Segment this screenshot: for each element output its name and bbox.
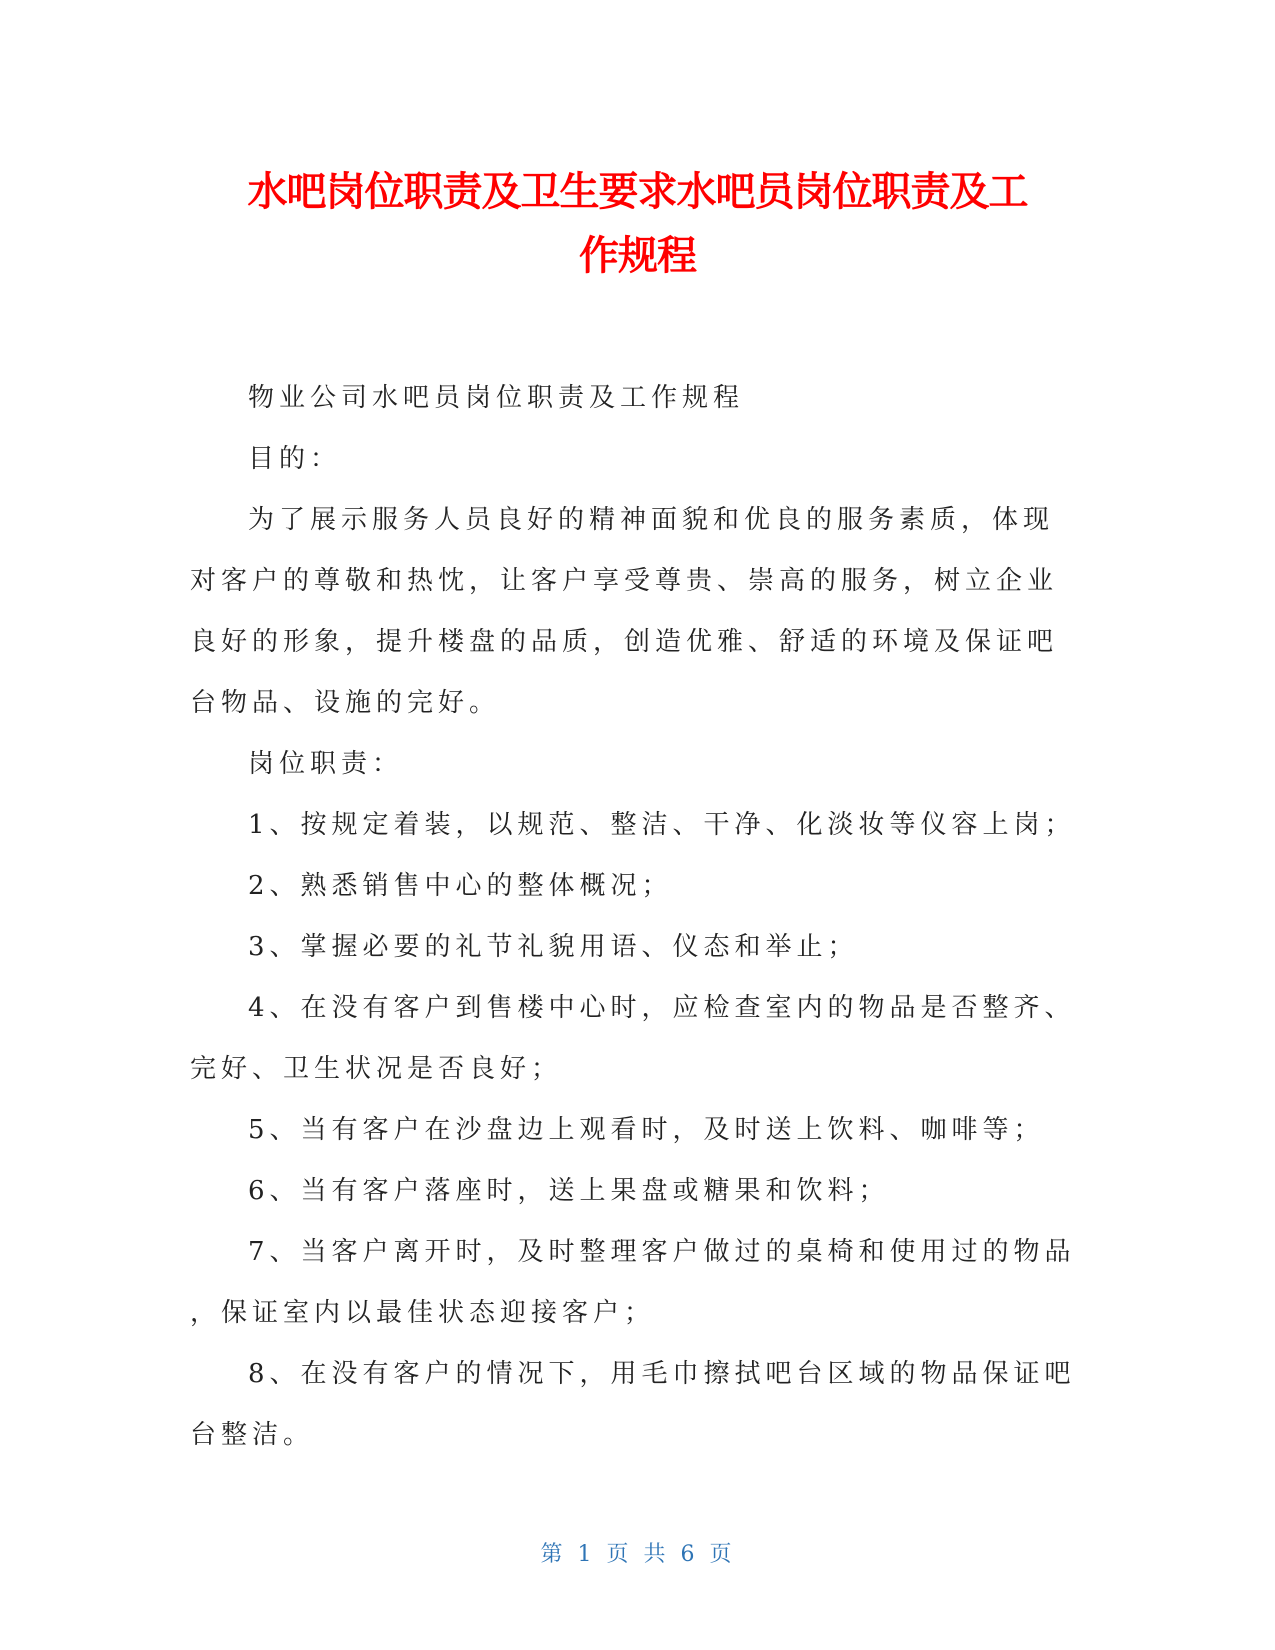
body-line-purpose-4: 台物品、设施的完好。 xyxy=(190,688,501,718)
body-line-duty-6: 6、当有客户落座时，送上果盘或糖果和饮料； xyxy=(248,1176,890,1206)
document-body xyxy=(190,368,1085,1466)
document-title xyxy=(160,160,1115,288)
body-line-duty-1: 1、按规定着装，以规范、整洁、干净、化淡妆等仪容上岗； xyxy=(248,810,1076,840)
body-line-duty-5: 5、当有客户在沙盘边上观看时，及时送上饮料、咖啡等； xyxy=(248,1115,1045,1145)
body-line-duty-8b: 台整洁。 xyxy=(190,1420,315,1450)
body-line-subtitle: 物业公司水吧员岗位职责及工作规程 xyxy=(248,383,745,413)
body-line-duty-8a: 8、在没有客户的情况下，用毛巾擦拭吧台区域的物品保证吧 xyxy=(248,1359,1076,1389)
body-line-purpose-heading: 目的： xyxy=(248,444,342,474)
footer-page-current: 1 xyxy=(577,1542,595,1567)
body-line-duty-7b: ，保证室内以最佳状态迎接客户； xyxy=(190,1298,656,1328)
footer-page-label: 第 xyxy=(540,1542,566,1567)
body-line-duties-heading: 岗位职责： xyxy=(248,749,404,779)
footer-total-unit: 页 xyxy=(709,1542,735,1567)
body-line-duty-4b: 完好、卫生状况是否良好； xyxy=(190,1054,563,1084)
footer-page-unit: 页 xyxy=(606,1542,632,1567)
title-line-1: 水吧岗位职责及卫生要求水吧员岗位职责及工 xyxy=(247,169,1028,215)
body-line-duty-7a: 7、当客户离开时，及时整理客户做过的桌椅和使用过的物品 xyxy=(248,1237,1076,1267)
body-line-duty-2: 2、熟悉销售中心的整体概况； xyxy=(248,871,673,901)
footer-total-label: 共 xyxy=(643,1542,669,1567)
body-line-duty-4a: 4、在没有客户到售楼中心时，应检查室内的物品是否整齐、 xyxy=(248,993,1076,1023)
page-footer xyxy=(0,1537,1275,1568)
title-line-2: 作规程 xyxy=(579,233,696,279)
body-line-purpose-2: 对客户的尊敬和热忱，让客户享受尊贵、崇高的服务，树立企业 xyxy=(190,566,1059,596)
body-line-purpose-3: 良好的形象，提升楼盘的品质，创造优雅、舒适的环境及保证吧 xyxy=(190,627,1059,657)
body-line-duty-3: 3、掌握必要的礼节礼貌用语、仪态和举止； xyxy=(248,932,859,962)
footer-page-total: 6 xyxy=(680,1542,698,1567)
body-line-purpose-1: 为了展示服务人员良好的精神面貌和优良的服务素质，体现 xyxy=(248,505,1055,535)
